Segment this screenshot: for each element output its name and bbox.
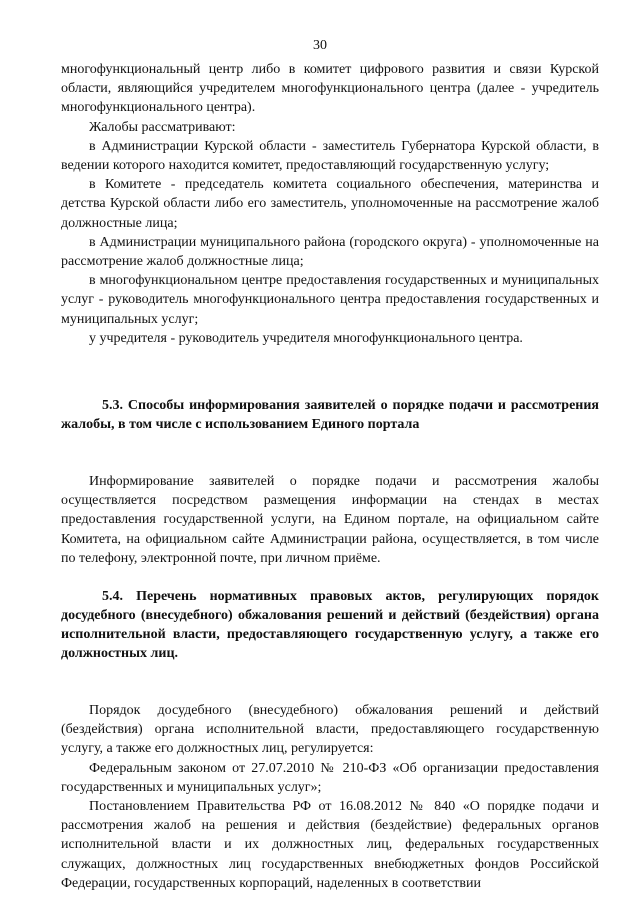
paragraph-informing: Информирование заявителей о порядке подачи и рассмотрения жалобы осуществляется посредством размещения информации на стендах в местах предоставления государственной услуги, на Едином портале, на официальном сайте Комитета, на официальном сайте Администрации района, осуществляется, в том числе по телефону, электронной почте, при личном приёме. [61,474,599,566]
paragraph-federal-law: Федеральным законом от 27.07.2010 № 210-ФЗ «Об организации предоставления государственных и муниципальных услуг»; [61,760,599,795]
paragraph-appeal-procedure: Порядок досудебного (внесудебного) обжалования решений и действий (бездействия) органа исполнительной власти, предоставляющего государственную услугу, а также его должностных лиц, регулируется: [61,703,599,757]
paragraph-mfc: в многофункциональном центре предоставления государственных и муниципальных услуг - руководитель многофункционального центра предоставления государственных и муниципальных услуг; [61,273,599,327]
section-heading-5-3: 5.3. Способы информирования заявителей о порядке подачи и рассмотрения жалобы, в том числе с использованием Единого портала [61,398,599,433]
section-heading-5-4: 5.4. Перечень нормативных правовых актов, регулирующих порядок досудебного (внесудебного) обжалования решений и действий (бездействия) органа исполнительной власти, предоставляющего государственную услугу, а также его должностных лиц. [61,589,599,662]
spacer [61,434,599,472]
spacer [61,348,599,396]
paragraph-founder: у учредителя - руководитель учредителя многофункционального центра. [89,330,523,346]
paragraph-committee: в Комитете - председатель комитета социального обеспечения, материнства и детства Курской области либо его заместитель, уполномоченные на рассмотрение жалоб должностные лица; [61,177,599,231]
page-content [61,60,599,893]
page-number: 30 [313,38,327,53]
spacer [61,663,599,701]
spacer [61,568,599,587]
paragraph-mfc-continuation: многофункциональный центр либо в комитет цифрового развития и связи Курской области, являющийся учредителем многофункционального центра (далее - учредитель многофункционального центра). [61,62,599,116]
paragraph-complaints-reviewed: Жалобы рассматривают: [89,119,236,135]
paragraph-municipal-administration: в Администрации муниципального района (городского округа) - уполномоченные на рассмотрение жалоб должностные лица; [61,234,599,270]
paragraph-regional-administration: в Администрации Курской области - заместитель Губернатора Курской области, в ведении которого находится комитет, предоставляющий государственную услугу; [61,138,599,174]
paragraph-government-decree: Постановлением Правительства РФ от 16.08.2012 № 840 «О порядке подачи и рассмотрения жалоб на решения и действия (бездействие) федеральных органов исполнительной власти и их должностных лиц, федеральных государственных служащих, должностных лиц государственных внебюджетных фондов Российской Федерации, государственных корпораций, наделенных в соответствии [61,799,599,891]
